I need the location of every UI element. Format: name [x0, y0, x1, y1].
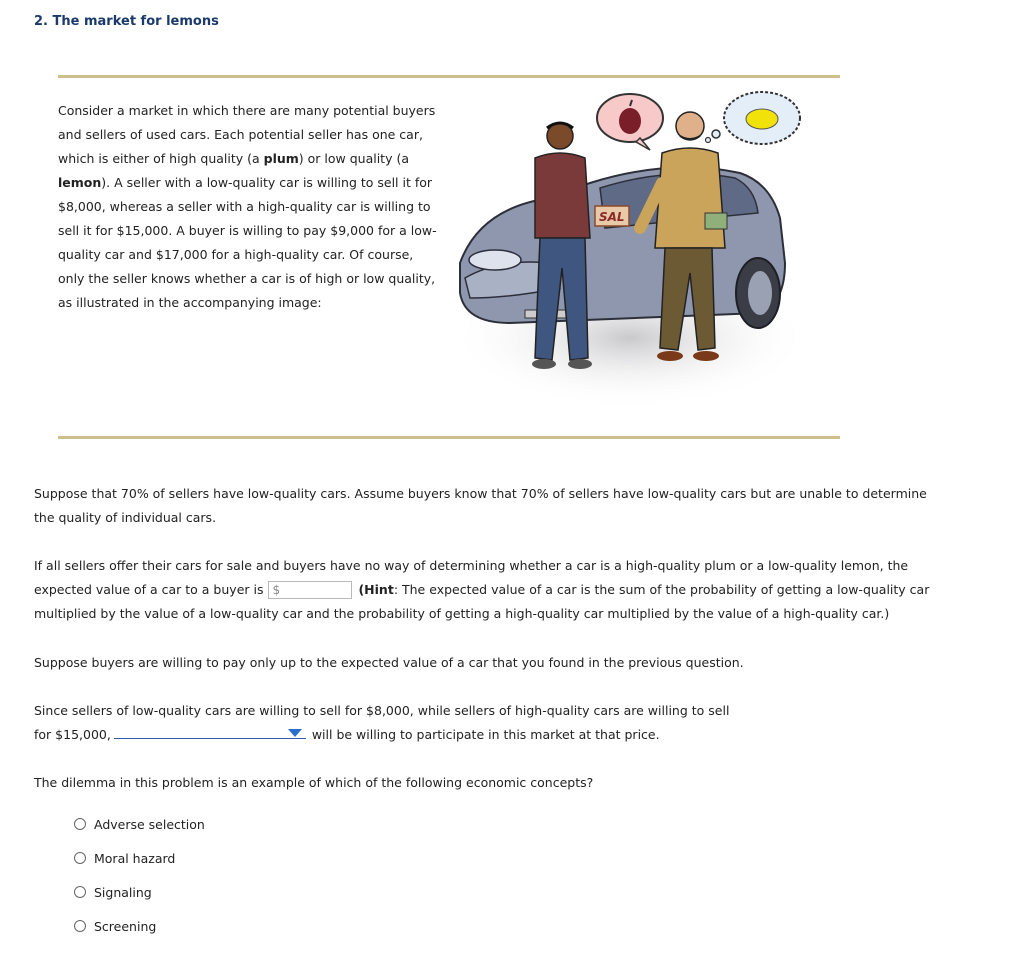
hint-text: : The expected value of a car is the sum of the probability of getting a low-quality car multiplied by the value of a low-quality car and the probability of getting a high-quality car multiplied by the value of a high-quality car.) — [34, 582, 930, 621]
plum-thought-bubble — [597, 94, 663, 150]
bottom-divider — [58, 436, 840, 439]
option-signaling[interactable] — [74, 882, 152, 902]
lemons-illustration — [440, 88, 812, 408]
intro-text-1: Consider a market in which there are many potential buyers and sellers of used cars. Each potential seller has one car, which is either of high quality (a — [58, 103, 436, 166]
option-adverse-selection[interactable] — [74, 814, 205, 834]
dollar-prefix: $ — [272, 582, 281, 597]
radio-button[interactable] — [74, 920, 86, 932]
participation-paragraph — [34, 699, 739, 747]
intro-text-3: ). A seller with a low-quality car is willing to sell it for $8,000, whereas a seller with a high-quality car is willing to sell it for $15,000. A buyer is willing to pay $9,000 for a low-quality car and $17,000 for a high-quality car. Of course, only the seller knows whether a car is of high or low quality, as illustrated in the accompanying image: — [58, 175, 437, 310]
top-divider — [58, 75, 840, 78]
dilemma-question: The dilemma in this problem is an example of which of the following economic concepts? — [34, 775, 594, 790]
lemon-thought-bubble — [706, 92, 801, 144]
intro-paragraph — [58, 99, 443, 315]
question-title: 2. The market for lemons — [34, 14, 219, 29]
expected-value-input[interactable] — [268, 581, 352, 599]
expected-value-text: If all sellers offer their cars for sale and buyers have no way of determining whether a car is a high-quality plum or a low-quality lemon, the expected value of a car to a buyer is — [34, 558, 909, 597]
chevron-down-icon — [288, 729, 302, 737]
participation-text-after: will be willing to participate in this market at that price. — [311, 727, 660, 742]
assumption-paragraph: Suppose that 70% of sellers have low-quality cars. Assume buyers know that 70% of sellers have low-quality cars but are unable to determine the quality of individual cars. — [34, 486, 927, 525]
option-label: Adverse selection — [94, 816, 205, 832]
radio-button[interactable] — [74, 852, 86, 864]
plum-term: plum — [263, 151, 299, 166]
plum-icon — [619, 108, 641, 134]
hint-label: (Hint — [358, 582, 394, 597]
option-label: Signaling — [94, 884, 152, 900]
lemon-icon — [746, 109, 778, 129]
option-label: Screening — [94, 918, 157, 934]
participation-text: Since sellers of low-quality cars are willing to sell for $8,000, while sellers of high-quality cars are willing to sell for $15,000, — [34, 703, 730, 742]
radio-button[interactable] — [74, 886, 86, 898]
sale-sign-text: SAL — [599, 210, 625, 224]
intro-text-2: ) or low quality (a — [298, 151, 409, 166]
option-label: Moral hazard — [94, 850, 176, 866]
option-moral-hazard[interactable] — [74, 848, 175, 868]
lemon-term: lemon — [58, 175, 102, 190]
participant-dropdown[interactable] — [114, 724, 306, 739]
car-icon — [460, 167, 785, 328]
radio-button[interactable] — [74, 818, 86, 830]
option-screening[interactable] — [74, 916, 156, 936]
willing-to-pay-paragraph: Suppose buyers are willing to pay only up to the expected value of a car that you found in the previous question. — [34, 655, 744, 670]
expected-value-paragraph — [34, 554, 949, 626]
